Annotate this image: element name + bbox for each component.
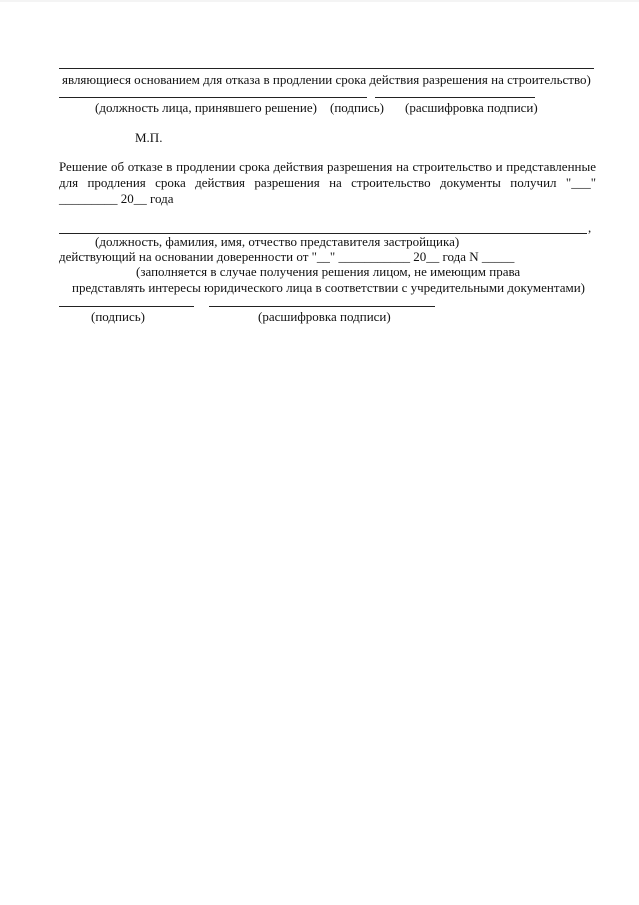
representative-caption: (должность, фамилия, имя, отчество представителя застройщика) bbox=[95, 234, 460, 249]
note-line-1: (заполняется в случае получения решения лицом, не имеющим права bbox=[136, 264, 521, 279]
top-rule bbox=[59, 68, 594, 69]
transcript-rule bbox=[375, 97, 535, 98]
position-rule bbox=[59, 97, 367, 98]
grounds-text: являющиеся основанием для отказа в продлении срока действия разрешения на строительство) bbox=[62, 72, 591, 87]
representative-comma: , bbox=[588, 220, 592, 235]
stamp-label: М.П. bbox=[135, 130, 163, 145]
position-caption: (должность лица, принявшего решение) bbox=[95, 100, 317, 115]
bottom-signature-rule bbox=[59, 306, 194, 307]
transcript-caption: (расшифровка подписи) bbox=[405, 100, 538, 115]
scan-edge bbox=[0, 0, 639, 2]
receipt-line-1: Решение об отказе в продлении срока действия разрешения на строительство и представленные bbox=[59, 159, 596, 174]
bottom-signature-caption: (подпись) bbox=[91, 309, 145, 324]
proxy-line: действующий на основании доверенности от "__" ___________ 20__ года N _____ bbox=[59, 249, 515, 264]
signature-caption: (подпись) bbox=[330, 100, 384, 115]
note-line-2: представлять интересы юридического лица в соответствии с учредительными документами) bbox=[72, 280, 585, 295]
bottom-transcript-rule bbox=[209, 306, 435, 307]
bottom-transcript-caption: (расшифровка подписи) bbox=[258, 309, 391, 324]
receipt-line-2: для продления срока действия разрешения на строительство документы получил "___" bbox=[59, 175, 596, 190]
receipt-line-3: _________ 20__ года bbox=[59, 191, 174, 206]
